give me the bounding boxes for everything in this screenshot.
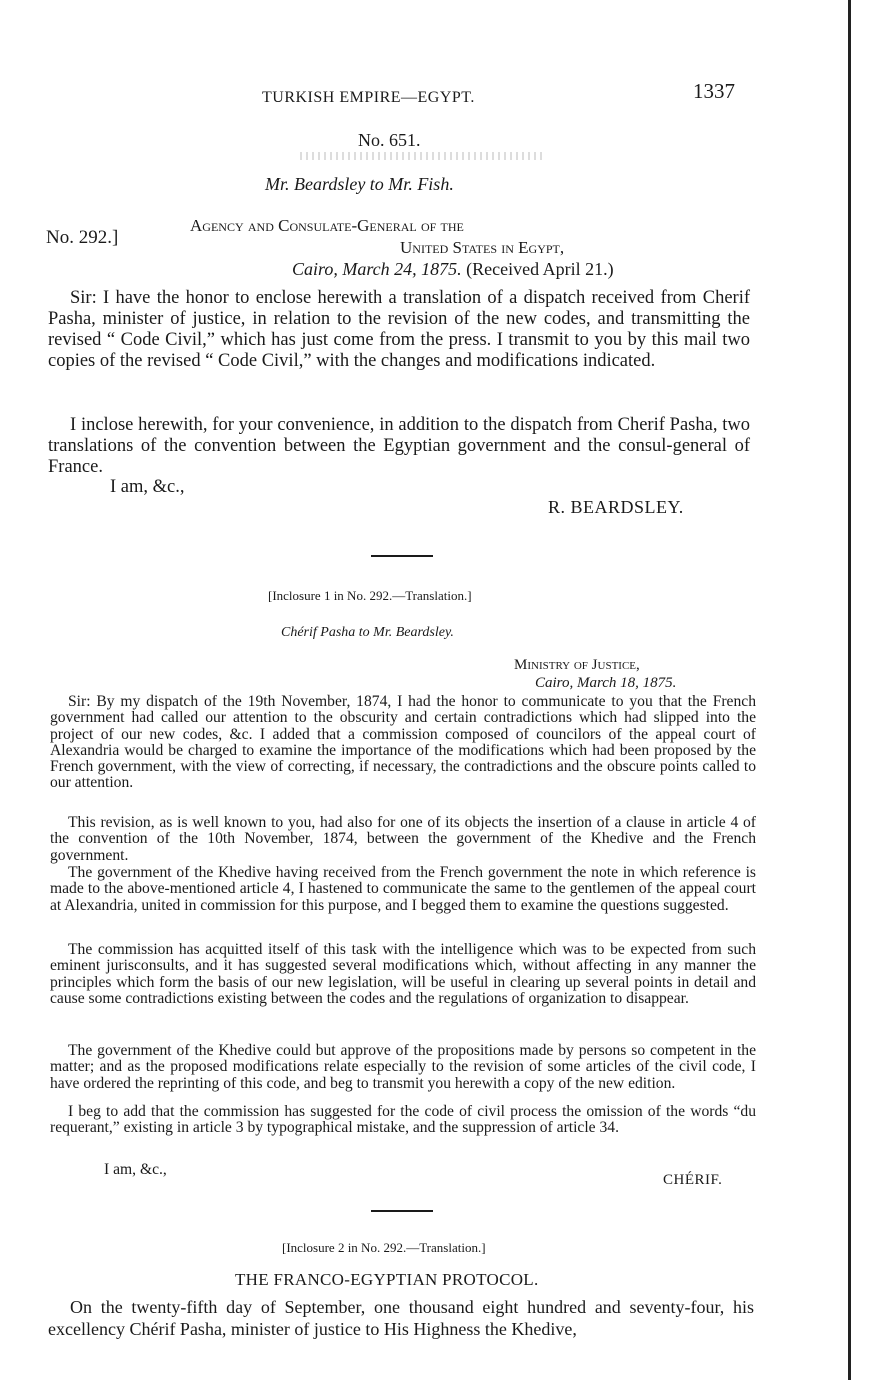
date-place: Cairo, March 24, 1875. — [292, 259, 462, 279]
agency-line-1: Agency and Consulate-General of the — [190, 216, 464, 235]
print-smudge — [300, 152, 545, 160]
inclosure-1-paragraph-6: I beg to add that the commission has suggested for the code of civil process the omission of the words “du requerant,” existing in article 3 by typographical mistake, and the suppression of article 34. — [50, 1103, 756, 1137]
page-number: 1337 — [693, 79, 735, 103]
section-divider — [371, 555, 433, 557]
letter-title: Mr. Beardsley to Mr. Fish. — [265, 174, 454, 194]
letter-closing: I am, &c., — [110, 477, 185, 497]
inclosure-1-paragraph-4: The commission has acquitted itself of this task with the intelligence which was to be expected from such eminent jurisconsults, and it has suggested several modifications which, without affecting in any manner the principles which form the basis of our new legislation, will be useful in clearing up several points in detail and cause some contradictions existing between the codes and the regulations of organization to disappear. — [50, 941, 756, 1007]
date-received: (Received April 21.) — [466, 259, 614, 279]
dateline — [292, 259, 614, 280]
running-head: TURKISH EMPIRE—EGYPT. — [262, 89, 475, 106]
protocol-paragraph: On the twenty-fifth day of September, one thousand eight hundred and seventy-four, his excellency Chérif Pasha, minister of justice to His Highness the Khedive, — [48, 1297, 754, 1339]
inclosure-2-label: [Inclosure 2 in No. 292.—Translation.] — [282, 1240, 486, 1255]
inclosure-1-paragraph-3: The government of the Khedive having received from the French government the note in which reference is made to the above-mentioned article 4, I hastened to communicate the same to the gentlemen of the appeal court at Alexandria, united in commission for this purpose, and I begged them to examine the questions suggested. — [50, 864, 756, 914]
ministry-heading: Ministry of Justice, — [514, 657, 640, 673]
inclosure-1-paragraph-2: This revision, as is well known to you, had also for one of its objects the insertion of a clause in article 4 of the convention of the 10th November, 1874, between the government of the Khedive and the French government. — [50, 814, 756, 864]
reference-number: No. 292.] — [46, 227, 119, 248]
inclosure-1-closing: I am, &c., — [104, 1161, 167, 1178]
inclosure-1-paragraph-5: The government of the Khedive could but approve of the propositions made by persons so competent in the matter; and as the proposed modifications relate especially to the revision of some articles of the civil code, I have ordered the reprinting of this code, and beg to transmit you herewith a copy of the new edition. — [50, 1042, 756, 1092]
document-number: No. 651. — [358, 130, 421, 150]
inclosure-1-signature: CHÉRIF. — [663, 1172, 723, 1188]
agency-line-2: United States in Egypt, — [400, 238, 565, 257]
ministry-date: Cairo, March 18, 1875. — [535, 675, 677, 691]
inclosure-1-label: [Inclosure 1 in No. 292.—Translation.] — [268, 588, 472, 603]
section-divider-2 — [371, 1210, 433, 1212]
page-edge-line — [848, 0, 851, 1380]
letter-signature: R. BEARDSLEY. — [548, 497, 684, 517]
protocol-title: THE FRANCO-EGYPTIAN PROTOCOL. — [235, 1270, 539, 1289]
letter-paragraph-2: I inclose herewith, for your convenience, in addition to the dispatch from Cherif Pasha, two translations of the convention between the Egyptian government and the consul-general of France. — [48, 415, 750, 477]
inclosure-1-paragraph-1: Sir: By my dispatch of the 19th November, 1874, I had the honor to communicate to you that the French government had called our attention to the obscurity and certain contradictions which had slipped into the project of our new codes, &c. I added that a commission composed of councilors of the appeal court of Alexandria would be charged to examine the importance of the modifications which had been proposed by the French government, with the view of correcting, if necessary, the contradictions and the obscure points called to our attention. — [50, 693, 756, 792]
inclosure-1-title: Chérif Pasha to Mr. Beardsley. — [281, 625, 454, 640]
letter-paragraph-1: Sir: I have the honor to enclose herewith a translation of a dispatch received from Cherif Pasha, minister of justice, in relation to the revision of the new codes, and transmitting the revised “ Code Civil,” which has just come from the press. I transmit to you by this mail two copies of the revised “ Code Civil,” with the changes and modifications indicated. — [48, 288, 750, 371]
